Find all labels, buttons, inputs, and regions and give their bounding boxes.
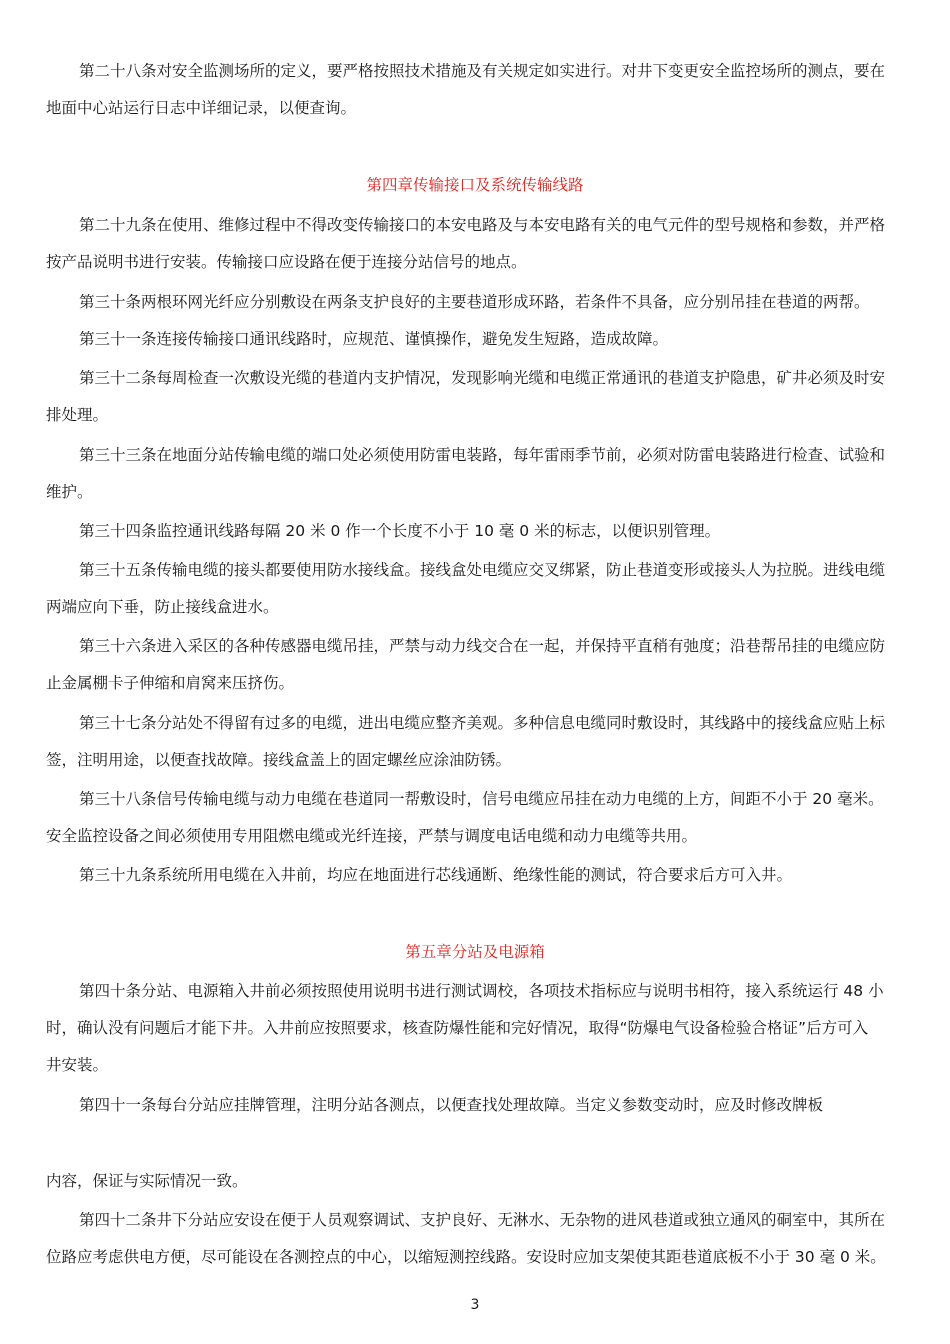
article-37-line-2: 签，注明用途，以便查找故障。接线盒盖上的固定螺丝应涂油防锈。	[46, 751, 512, 769]
article-40-line-3: 井安装。	[46, 1056, 109, 1074]
article-37-line-1: 第三十七条分站处不得留有过多的电缆，进出电缆应整齐美观。多种信息电缆同时敷设时，其线路中的接线盒应贴上标	[79, 714, 886, 732]
chapter-5-heading: 第五章分站及电源箱	[405, 943, 545, 961]
article-28-line-2: 地面中心站运行日志中详细记录，以便查询。	[46, 99, 357, 117]
article-32-line-2: 排处理。	[46, 406, 109, 424]
article-40-line-1: 第四十条分站、电源箱入井前必须按照使用说明书进行测试调校，各项技术指标应与说明书相符，接入系统运行 48 小	[79, 982, 884, 1000]
article-42-line-1: 第四十二条井下分站应安设在便于人员观察调试、支护良好、无淋水、无杂物的进风巷道或独立通风的硐室中，其所在	[79, 1211, 886, 1229]
article-40-line-2: 时，确认没有问题后才能下井。入井前应按照要求，核查防爆性能和完好情况，取得“防爆电气设备检验合格证”后方可入	[46, 1019, 869, 1037]
article-36-line-2: 止金属棚卡子伸缩和肩窝来压挤伤。	[46, 674, 295, 692]
article-39-line-1: 第三十九条系统所用电缆在入井前，均应在地面进行芯线通断、绝缘性能的测试，符合要求后方可入井。	[79, 866, 793, 884]
article-31-line-1: 第三十一条连接传输接口通讯线路时，应规范、谨慎操作，避免发生短路，造成故障。	[79, 330, 669, 348]
article-35-line-1: 第三十五条传输电缆的接头都要使用防水接线盒。接线盒处电缆应交叉绑紧，防止巷道变形或接头人为拉脱。进线电缆	[79, 561, 886, 579]
article-41-line-1: 第四十一条每台分站应挂牌管理，注明分站各测点，以便查找处理故障。当定义参数变动时，应及时修改牌板	[79, 1096, 824, 1114]
article-34-line-1: 第三十四条监控通讯线路每隔 20 米 0 作一个长度不小于 10 毫 0 米的标志，以便识别管理。	[79, 522, 721, 540]
article-42-line-2: 位路应考虑供电方便，尽可能设在各测控点的中心，以缩短测控线路。安设时应加支架使其距巷道底板不小于 30 毫 0 米。	[46, 1248, 886, 1266]
article-30-line-1: 第三十条两根环网光纤应分别敷设在两条支护良好的主要巷道形成环路，若条件不具备，应分别吊挂在巷道的两帮。	[79, 293, 870, 311]
article-33-line-1: 第三十三条在地面分站传输电缆的端口处必须使用防雷电装路，每年雷雨季节前，必须对防雷电装路进行检查、试验和	[79, 446, 886, 464]
article-28-line-1: 第二十八条对安全监测场所的定义，要严格按照技术措施及有关规定如实进行。对井下变更安全监控场所的测点，要在	[79, 62, 886, 80]
article-41-line-2: 内容，保证与实际情况一致。	[46, 1172, 248, 1190]
article-35-line-2: 两端应向下垂，防止接线盒进水。	[46, 598, 279, 616]
article-29-line-1: 第二十九条在使用、维修过程中不得改变传输接口的本安电路及与本安电路有关的电气元件的型号规格和参数，并严格	[79, 216, 886, 234]
article-38-line-2: 安全监控设备之间必须使用专用阻燃电缆或光纤连接，严禁与调度电话电缆和动力电缆等共用。	[46, 827, 698, 845]
article-38-line-1: 第三十八条信号传输电缆与动力电缆在巷道同一帮敷设时，信号电缆应吊挂在动力电缆的上方，间距不小于 20 毫米。	[79, 790, 884, 808]
article-33-line-2: 维护。	[46, 483, 93, 501]
article-32-line-1: 第三十二条每周检查一次敷设光缆的巷道内支护情况，发现影响光缆和电缆正常通讯的巷道支护隐患，矿井必须及时安	[79, 369, 886, 387]
chapter-4-heading: 第四章传输接口及系统传输线路	[366, 176, 584, 194]
article-36-line-1: 第三十六条进入采区的各种传感器电缆吊挂，严禁与动力线交合在一起，并保持平直稍有弛度；沿巷帮吊挂的电缆应防	[79, 637, 886, 655]
page-number: 3	[470, 1297, 480, 1313]
article-29-line-2: 按产品说明书进行安装。传输接口应设路在便于连接分站信号的地点。	[46, 253, 527, 271]
